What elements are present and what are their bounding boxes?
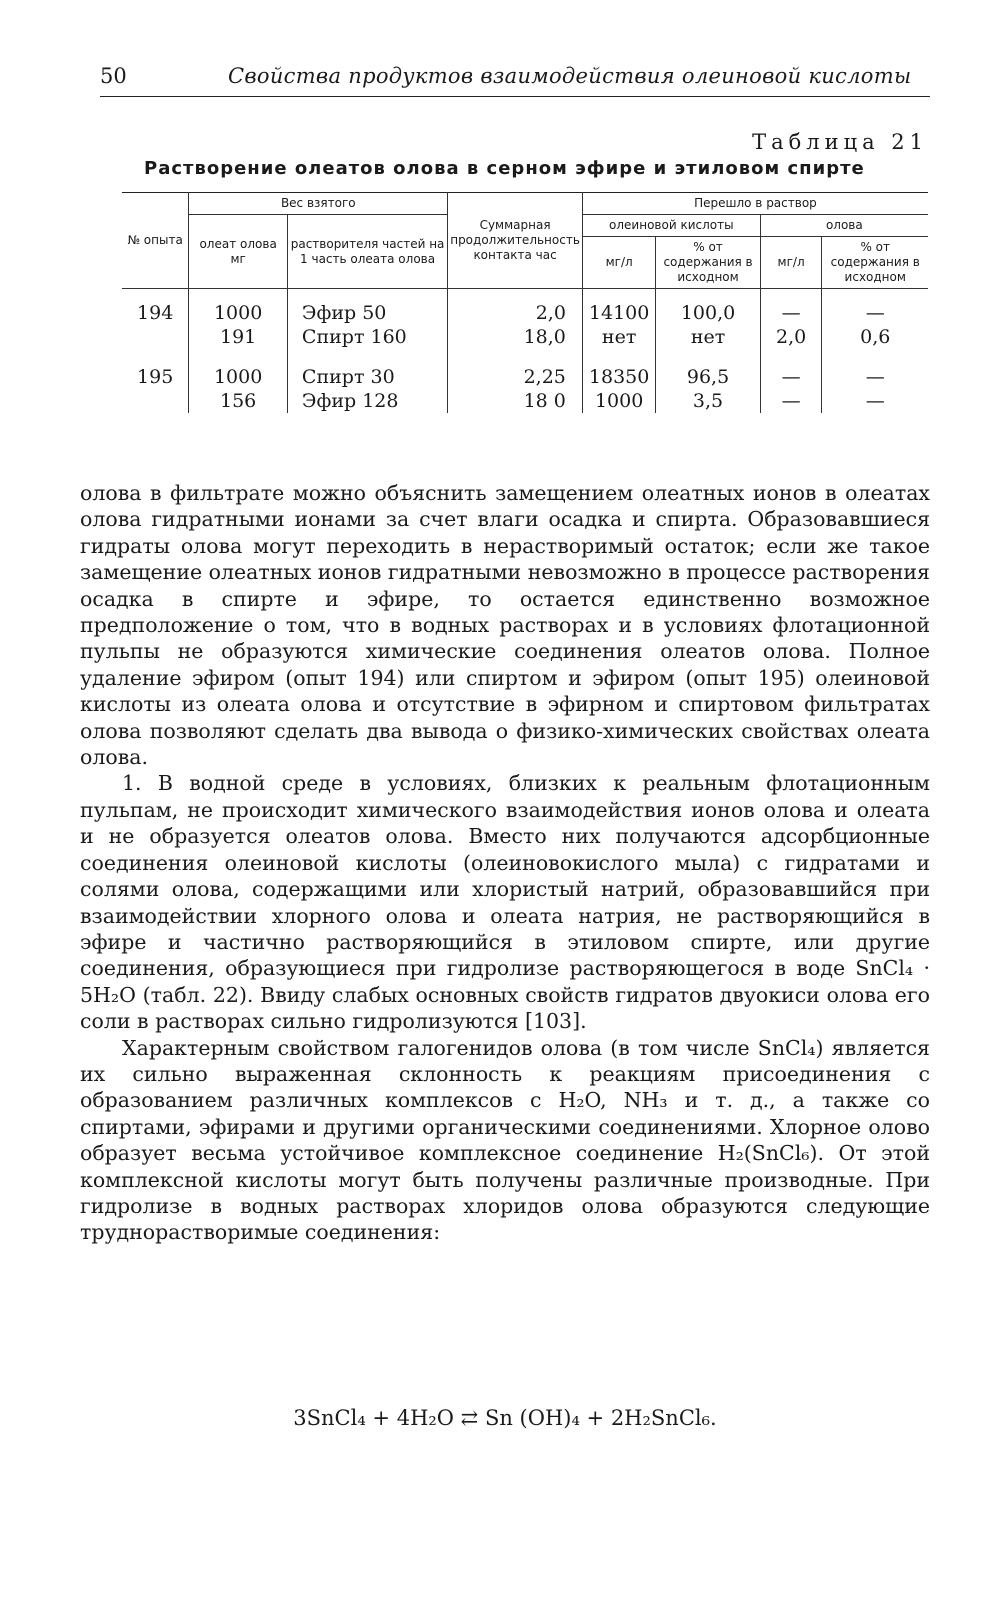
cell-tin-pct: — 0,6 [822, 289, 928, 350]
header-tin: олова [760, 215, 928, 237]
header-contact-duration: Суммарная продолжительность контакта час [448, 193, 583, 289]
header-tin-pct: % от содержания в исходном [822, 237, 928, 289]
header-experiment-no: № опыта [122, 193, 189, 289]
cell-tin-mgl: — 2,0 [760, 289, 822, 350]
header-tin-mgl: мг/л [760, 237, 822, 289]
header-acid-pct: % от содержания в исходном [656, 237, 760, 289]
header-acid-mgl: мг/л [582, 237, 655, 289]
cell-oleate: 1000 156 [189, 349, 288, 413]
cell-solvent: Спирт 30 Эфир 128 [287, 349, 447, 413]
page-header [100, 62, 930, 97]
running-title: Свойства продуктов взаимодействия олеиновой кислоты [228, 64, 912, 88]
cell-acid-mgl: 14100 нет [582, 289, 655, 350]
cell-experiment: 195 [122, 349, 189, 413]
header-oleic-acid: олеиновой кислоты [582, 215, 760, 237]
paragraph-continuation: олова в фильтрате можно объяснить замещением олеатных ионов в олеатах олова гидратными ионами за счет влаги осадка и спирта. Образовавшиеся гидраты олова могут переходить в нерастворимый остаток; если же такое замещение олеатных ионов гидратными невозможно в процессе растворения осадка в спирте и эфире, то остается единственно возможное предположение о том, что в водных растворах и в условиях флотационной пульпы не образуются химические соединения олеатов олова. Полное удаление эфиром (опыт 194) или спиртом и эфиром (опыт 195) олеиновой кислоты из олеата олова и отсутствие в эфирном и спиртовом фильтратах олова позволяют сделать два вывода о физико-химических свойствах олеата олова. [80, 481, 930, 770]
cell-acid-pct: 96,5 3,5 [656, 349, 760, 413]
header-solvent: растворителя частей на 1 часть олеата олова [287, 215, 447, 289]
table-caption: Растворение олеатов олова в серном эфире и этиловом спирте [144, 158, 865, 179]
header-dissolved: Перешло в раствор [582, 193, 928, 215]
body-text [80, 480, 930, 1246]
header-tin-oleate: олеат олова мг [189, 215, 288, 289]
paragraph-conclusion-1: 1. В водной среде в условиях, близких к реальным флотационным пульпам, не происходит химического взаимодействия ионов олова и олеата и не образуется олеатов олова. Вместо них получаются адсорбционные соединения олеиновой кислоты (олеиновокислого мыла) с гидратами и солями олова, содержащими или хлористый натрий, образовавшийся при взаимодействии хлорного олова и олеата натрия, не растворяющийся в эфире и частично растворяющийся в этиловом спирте, или другие соединения, образующиеся при гидролизе растворяющегося в воде SnCl₄ · 5H₂O (табл. 22). Ввиду слабых основных свойств гидратов двуокиси олова его соли в растворах сильно гидролизуются [103]. [80, 771, 930, 1034]
cell-experiment: 194 [122, 289, 189, 350]
header-weight-taken: Вес взятого [189, 193, 448, 215]
solubility-table [122, 192, 928, 413]
cell-acid-pct: 100,0 нет [656, 289, 760, 350]
page-number: 50 [100, 64, 127, 88]
hydrolysis-equation: 3SnCl₄ + 4H₂O ⇄ Sn (OH)₄ + 2H₂SnCl₆. [293, 1406, 717, 1430]
table-number: Таблица 21 [752, 130, 928, 154]
table-row-194 [122, 289, 928, 350]
cell-oleate: 1000 191 [189, 289, 288, 350]
paragraph-halides: Характерным свойством галогенидов олова (в том числе SnCl₄) является их сильно выраженная склонность к реакциям присоединения с образованием различных комплексов с H₂O, NH₃ и т. д., а также со спиртами, эфирами и другими органическими соединениями. Хлорное олово образует весьма устойчивое комплексное соединение H₂(SnCl₆). От этой комплексной кислоты могут быть получены различные производные. При гидролизе в водных растворах хлоридов олова образуются следующие труднорастворимые соединения: [80, 1035, 930, 1245]
table-row-195 [122, 349, 928, 413]
cell-duration: 2,25 18 0 [448, 349, 583, 413]
cell-solvent: Эфир 50 Спирт 160 [287, 289, 447, 350]
cell-tin-mgl: — — [760, 349, 822, 413]
cell-duration: 2,0 18,0 [448, 289, 583, 350]
cell-acid-mgl: 18350 1000 [582, 349, 655, 413]
cell-tin-pct: — — [822, 349, 928, 413]
